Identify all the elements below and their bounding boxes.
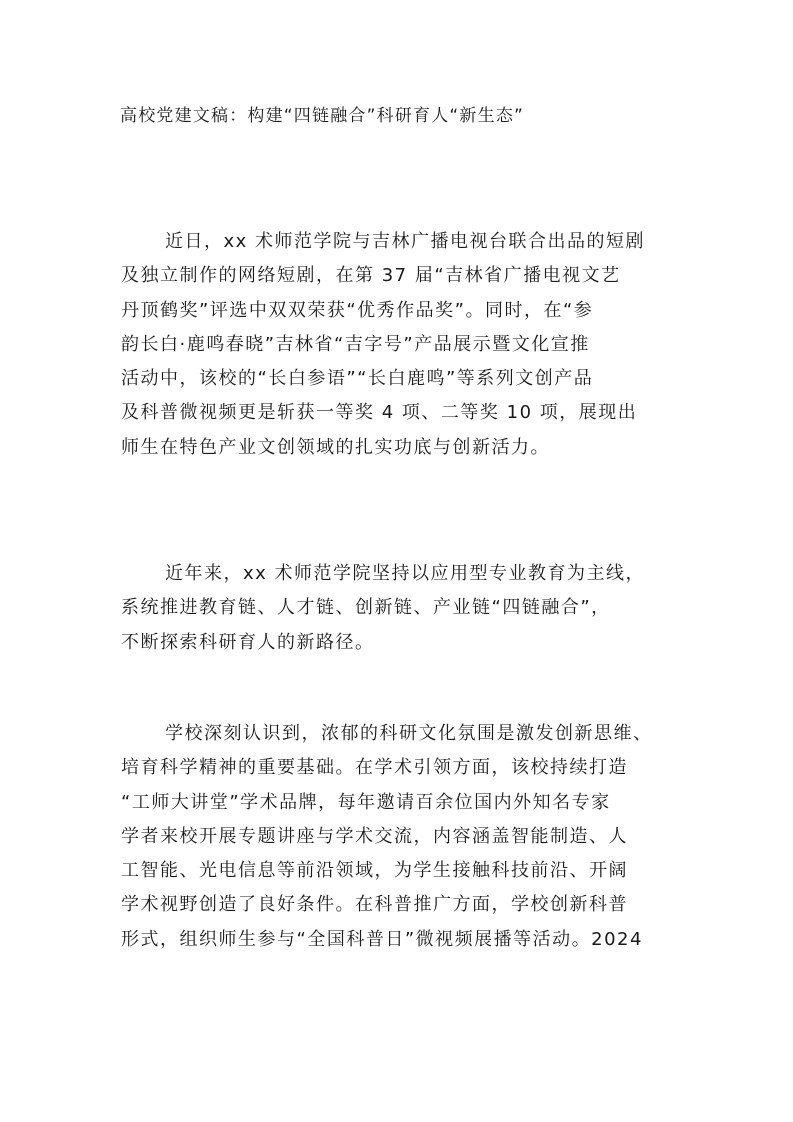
paragraph-line: 近日，xx 术师范学院与吉林广播电视台联合出品的短剧 xyxy=(165,231,646,252)
paragraph-line: 及科普微视频更是斩获一等奖 4 项、二等奖 10 项，展现出 xyxy=(121,402,638,424)
paragraph-2 xyxy=(121,557,681,660)
paragraph-line: 学校深刻认识到，浓郁的科研文化氛围是激发创新思维、 xyxy=(165,723,653,744)
paragraph-line: 及独立制作的网络短剧，在第 37 届“吉林省广播电视文艺 xyxy=(121,265,621,287)
paragraph-line: 学者来校开展专题讲座与学术交流，内容涵盖智能制造、人 xyxy=(121,825,628,847)
document-title: 高校党建文稿：构建“四链融合”科研育人“新生态” xyxy=(120,106,525,126)
paragraph-3 xyxy=(121,717,681,957)
paragraph-line: “工师大讲堂”学术品牌，每年邀请百余位国内外知名专家 xyxy=(121,791,611,813)
paragraph-line: 不断探索科研育人的新路径。 xyxy=(121,631,375,653)
paragraph-1 xyxy=(121,225,681,465)
paragraph-line: 系统推进教育链、人才链、创新链、产业链“四链融合”， xyxy=(121,597,611,619)
paragraph-line: 培育科学精神的重要基础。在学术引领方面，该校持续打造 xyxy=(121,757,628,779)
paragraph-line: 工智能、光电信息等前沿领域，为学生接触科技前沿、开阔 xyxy=(121,860,628,882)
paragraph-line: 学术视野创造了良好条件。在科普推广方面，学校创新科普 xyxy=(121,894,628,916)
paragraph-line: 活动中，该校的“长白参语”“长白鹿鸣”等系列文创产品 xyxy=(121,368,594,390)
paragraph-line: 韵长白·鹿鸣春晓”吉林省“吉字号”产品展示暨文化宣推 xyxy=(121,333,590,355)
paragraph-line: 形式，组织师生参与“全国科普日”微视频展播等活动。2024 xyxy=(121,928,643,950)
paragraph-line: 丹顶鹤奖”评选中双双荣获“优秀作品奖”。同时，在“参 xyxy=(121,299,594,321)
paragraph-line: 师生在特色产业文创领域的扎实功底与创新活力。 xyxy=(121,436,550,458)
paragraph-line: 近年来，xx 术师范学院坚持以应用型专业教育为主线， xyxy=(165,563,646,584)
